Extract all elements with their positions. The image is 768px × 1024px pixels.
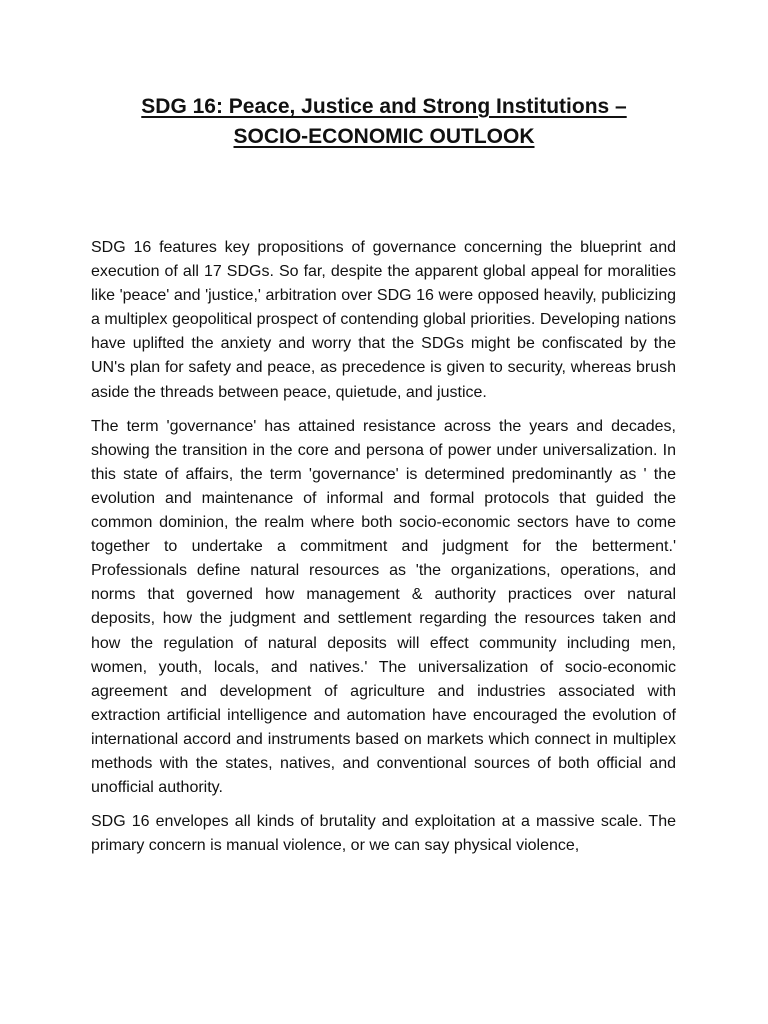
paragraph-3: SDG 16 envelopes all kinds of brutality and exploitation at a massive scale. The primary concern is manual violence, or we can say physical violence, <box>91 813 676 855</box>
document-body <box>91 236 676 868</box>
paragraph-2: The term 'governance' has attained resistance across the years and decades, showing the transition in the core and persona of power under universalization. In this state of affairs, the term 'governance' is determined predominantly as ' the evolution and maintenance of informal and formal protocols that guided the common dominion, the realm where both socio-economic sectors have to come together to undertake a commitment and judgment for the betterment.' Professionals define natural resources as 'the organizations, operations, and norms that governed how management & authority practices over natural deposits, how the judgment and settlement regarding the resources taken and how the regulation of natural deposits will effect community including men, women, youth, locals, and natives.' The universalization of socio-economic agreement and development of agriculture and industries associated with extraction artificial intelligence and automation have encouraged the evolution of international accord and instruments based on markets which connect in multiplex methods with the states, natives, and conventional sources of both official and unofficial authority. <box>91 417 676 797</box>
title-line-2: SOCIO-ECONOMIC OUTLOOK <box>233 125 535 148</box>
paragraph-1: SDG 16 features key propositions of governance concerning the blueprint and execution of all 17 SDGs. So far, despite the apparent global appeal for moralities like 'peace' and 'justice,' arbitration over SDG 16 were opposed heavily, publicizing a multiplex geopolitical prospect of contending global priorities. Developing nations have uplifted the anxiety and worry that the SDGs might be confiscated by the UN's plan for safety and peace, as precedence is given to security, whereas brush aside the threads between peace, quietude, and justice. <box>91 239 676 401</box>
title-line-1: SDG 16: Peace, Justice and Strong Institutions – <box>141 95 627 118</box>
document-title <box>60 92 708 152</box>
